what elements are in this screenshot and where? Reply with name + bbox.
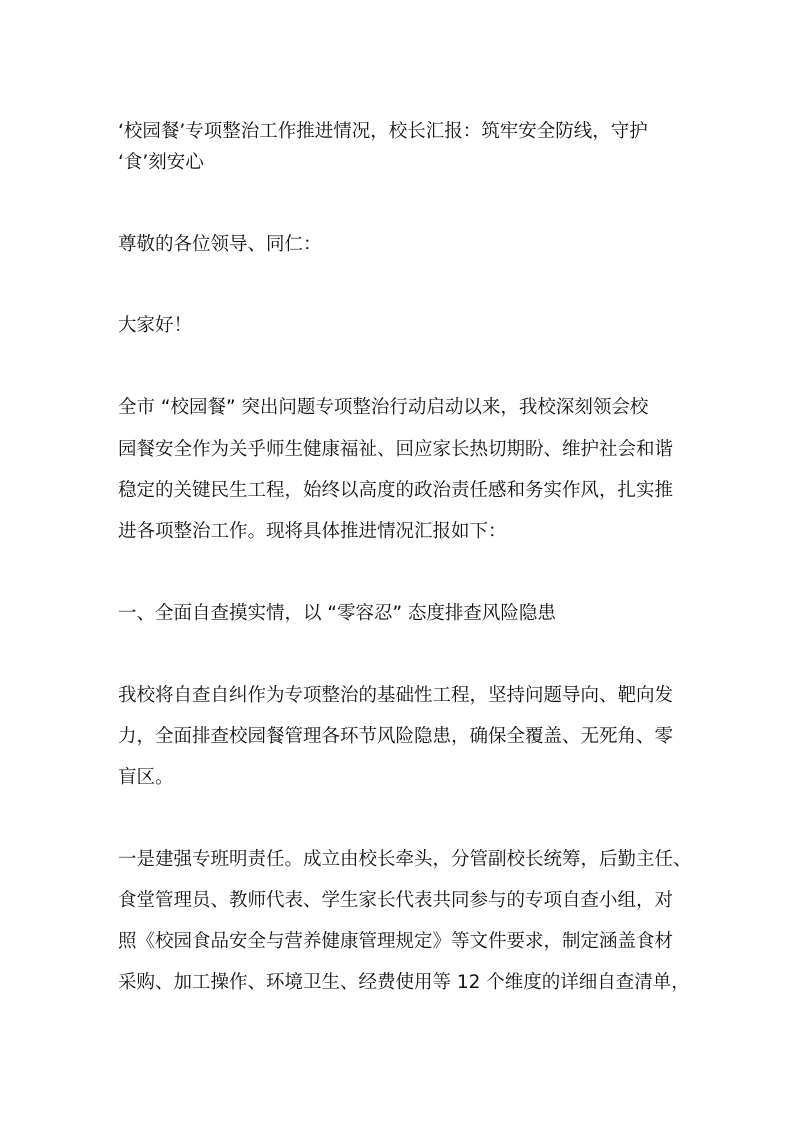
section-1-heading: 一、全面自查摸实情，以 “零容忍” 态度排查风险隐患 bbox=[118, 603, 556, 624]
section-1-para-line-1: 我校将自查自纠作为专项整治的基础性工程，坚持问题导向、靶向发 bbox=[118, 685, 674, 706]
intro-line-1: 全市 “校园餐” 突出问题专项整治行动启动以来，我校深刻领会校 bbox=[118, 397, 649, 418]
salutation: 尊敬的各位领导、同仁： bbox=[118, 234, 322, 255]
intro-line-4: 进各项整治工作。现将具体推进情况汇报如下： bbox=[118, 521, 507, 542]
point-1-line-3: 照《校园食品安全与营养健康管理规定》等文件要求，制定涵盖食材 bbox=[118, 931, 674, 952]
section-1-para-line-3: 盲区。 bbox=[118, 767, 174, 788]
point-1-line-4: 采购、加工操作、环境卫生、经费使用等 12 个维度的详细自查清单， bbox=[118, 972, 690, 993]
point-1-line-2: 食堂管理员、教师代表、学生家长代表共同参与的专项自查小组，对 bbox=[118, 890, 674, 911]
intro-line-2: 园餐安全作为关乎师生健康福祉、回应家长热切期盼、维护社会和谐 bbox=[118, 439, 674, 460]
section-1-para-line-2: 力，全面排查校园餐管理各环节风险隐患，确保全覆盖、无死角、零 bbox=[118, 726, 674, 747]
intro-line-3: 稳定的关键民生工程，始终以高度的政治责任感和务实作风，扎实推 bbox=[118, 480, 674, 501]
greeting: 大家好！ bbox=[118, 315, 193, 336]
point-1-line-1: 一是建强专班明责任。成立由校长牵头，分管副校长统筹，后勤主任、 bbox=[118, 849, 692, 870]
document-title-line-1: ‘校园餐’专项整治工作推进情况，校长汇报：筑牢安全防线，守护 bbox=[118, 121, 648, 142]
document-title-line-2: ‘食’刻安心 bbox=[118, 152, 204, 173]
